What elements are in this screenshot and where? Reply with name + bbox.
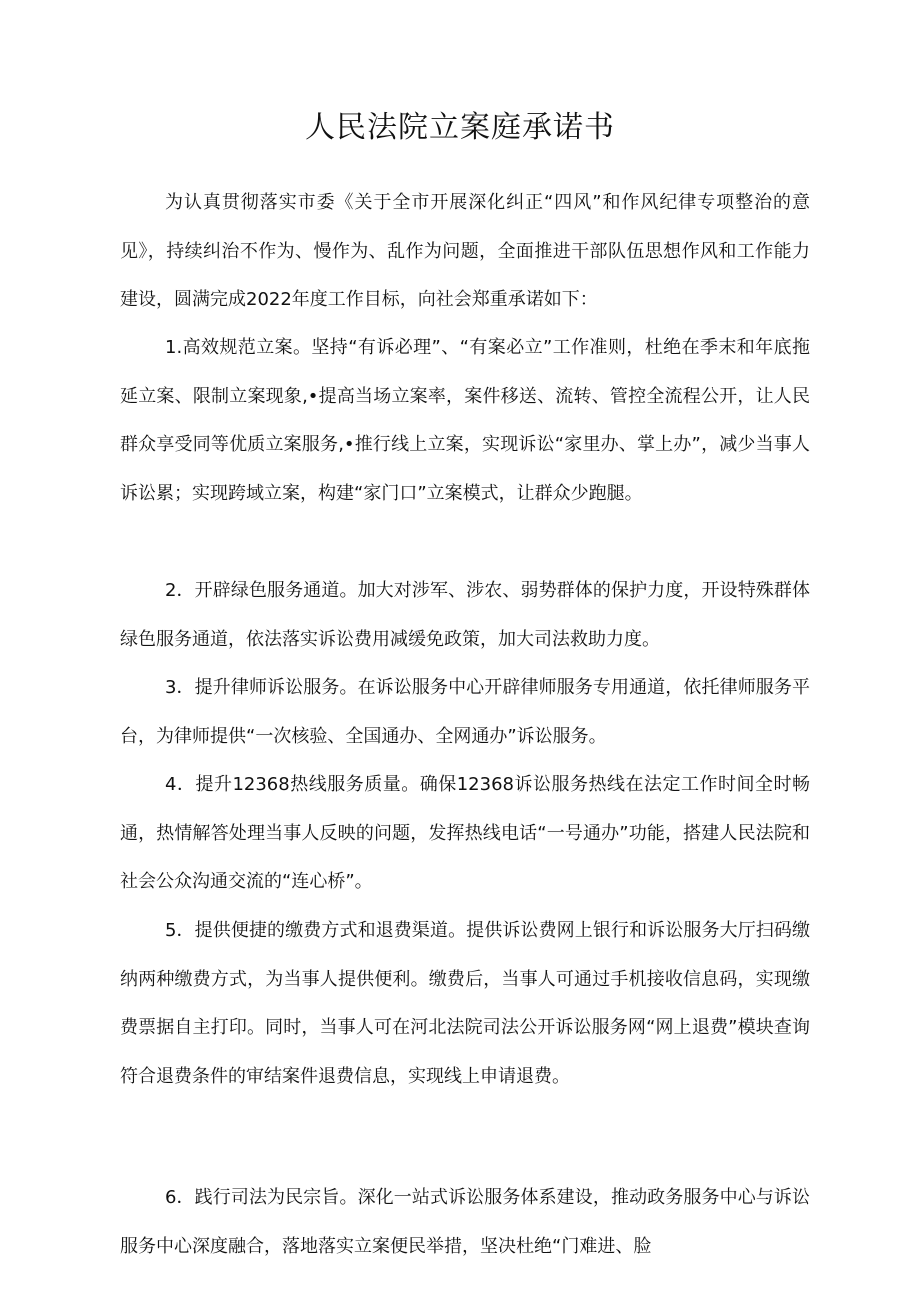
intro-paragraph: 为认真贯彻落实市委《关于全市开展深化纠正“四风”和作风纪律专项整治的意见》，持续纠治不作为、慢作为、乱作为问题，全面推进干部队伍思想作风和工作能力建设，圆满完成2022年度工作目标，向社会郑重承诺如下： bbox=[120, 192, 810, 310]
commitment-item-3: 3．提升律师诉讼服务。在诉讼服务中心开辟律师服务专用通道，依托律师服务平台，为律师提供“一次核验、全国通办、全网通办”诉讼服务。 bbox=[120, 677, 810, 747]
commitment-item-4: 4．提升12368热线服务质量。确保12368诉讼服务热线在法定工作时间全时畅通，热情解答处理当事人反映的问题，发挥热线电话“一号通办”功能，搭建人民法院和社会公众沟通交流的“连心桥”。 bbox=[120, 774, 810, 892]
document-title: 人民法院立案庭承诺书 bbox=[305, 110, 615, 145]
commitment-item-5: 5．提供便捷的缴费方式和退费渠道。提供诉讼费网上银行和诉讼服务大厅扫码缴纳两种缴费方式，为当事人提供便利。缴费后，当事人可通过手机接收信息码，实现缴费票据自主打印。同时，当事人可在河北法院司法公开诉讼服务网“网上退费”模块查询符合退费条件的审结案件退费信息，实现线上申请退费。 bbox=[120, 920, 810, 1087]
commitment-item-6: 6．践行司法为民宗旨。深化一站式诉讼服务体系建设，推动政务服务中心与诉讼服务中心深度融合，落地落实立案便民举措，坚决杜绝“门难进、脸 bbox=[120, 1187, 810, 1257]
commitment-item-2: 2．开辟绿色服务通道。加大对涉军、涉农、弱势群体的保护力度，开设特殊群体绿色服务通道，依法落实诉讼费用减缓免政策，加大司法救助力度。 bbox=[120, 580, 810, 650]
commitment-item-1: 1.高效规范立案。坚持“有诉必理”、“有案必立”工作准则，杜绝在季末和年底拖延立案、限制立案现象,•提高当场立案率，案件移送、流转、管控全流程公开，让人民群众享受同等优质立案服务,•推行线上立案，实现诉讼“家里办、掌上办”，减少当事人诉讼累；实现跨域立案，构建“家门口”立案模式，让群众少跑腿。 bbox=[120, 337, 810, 504]
